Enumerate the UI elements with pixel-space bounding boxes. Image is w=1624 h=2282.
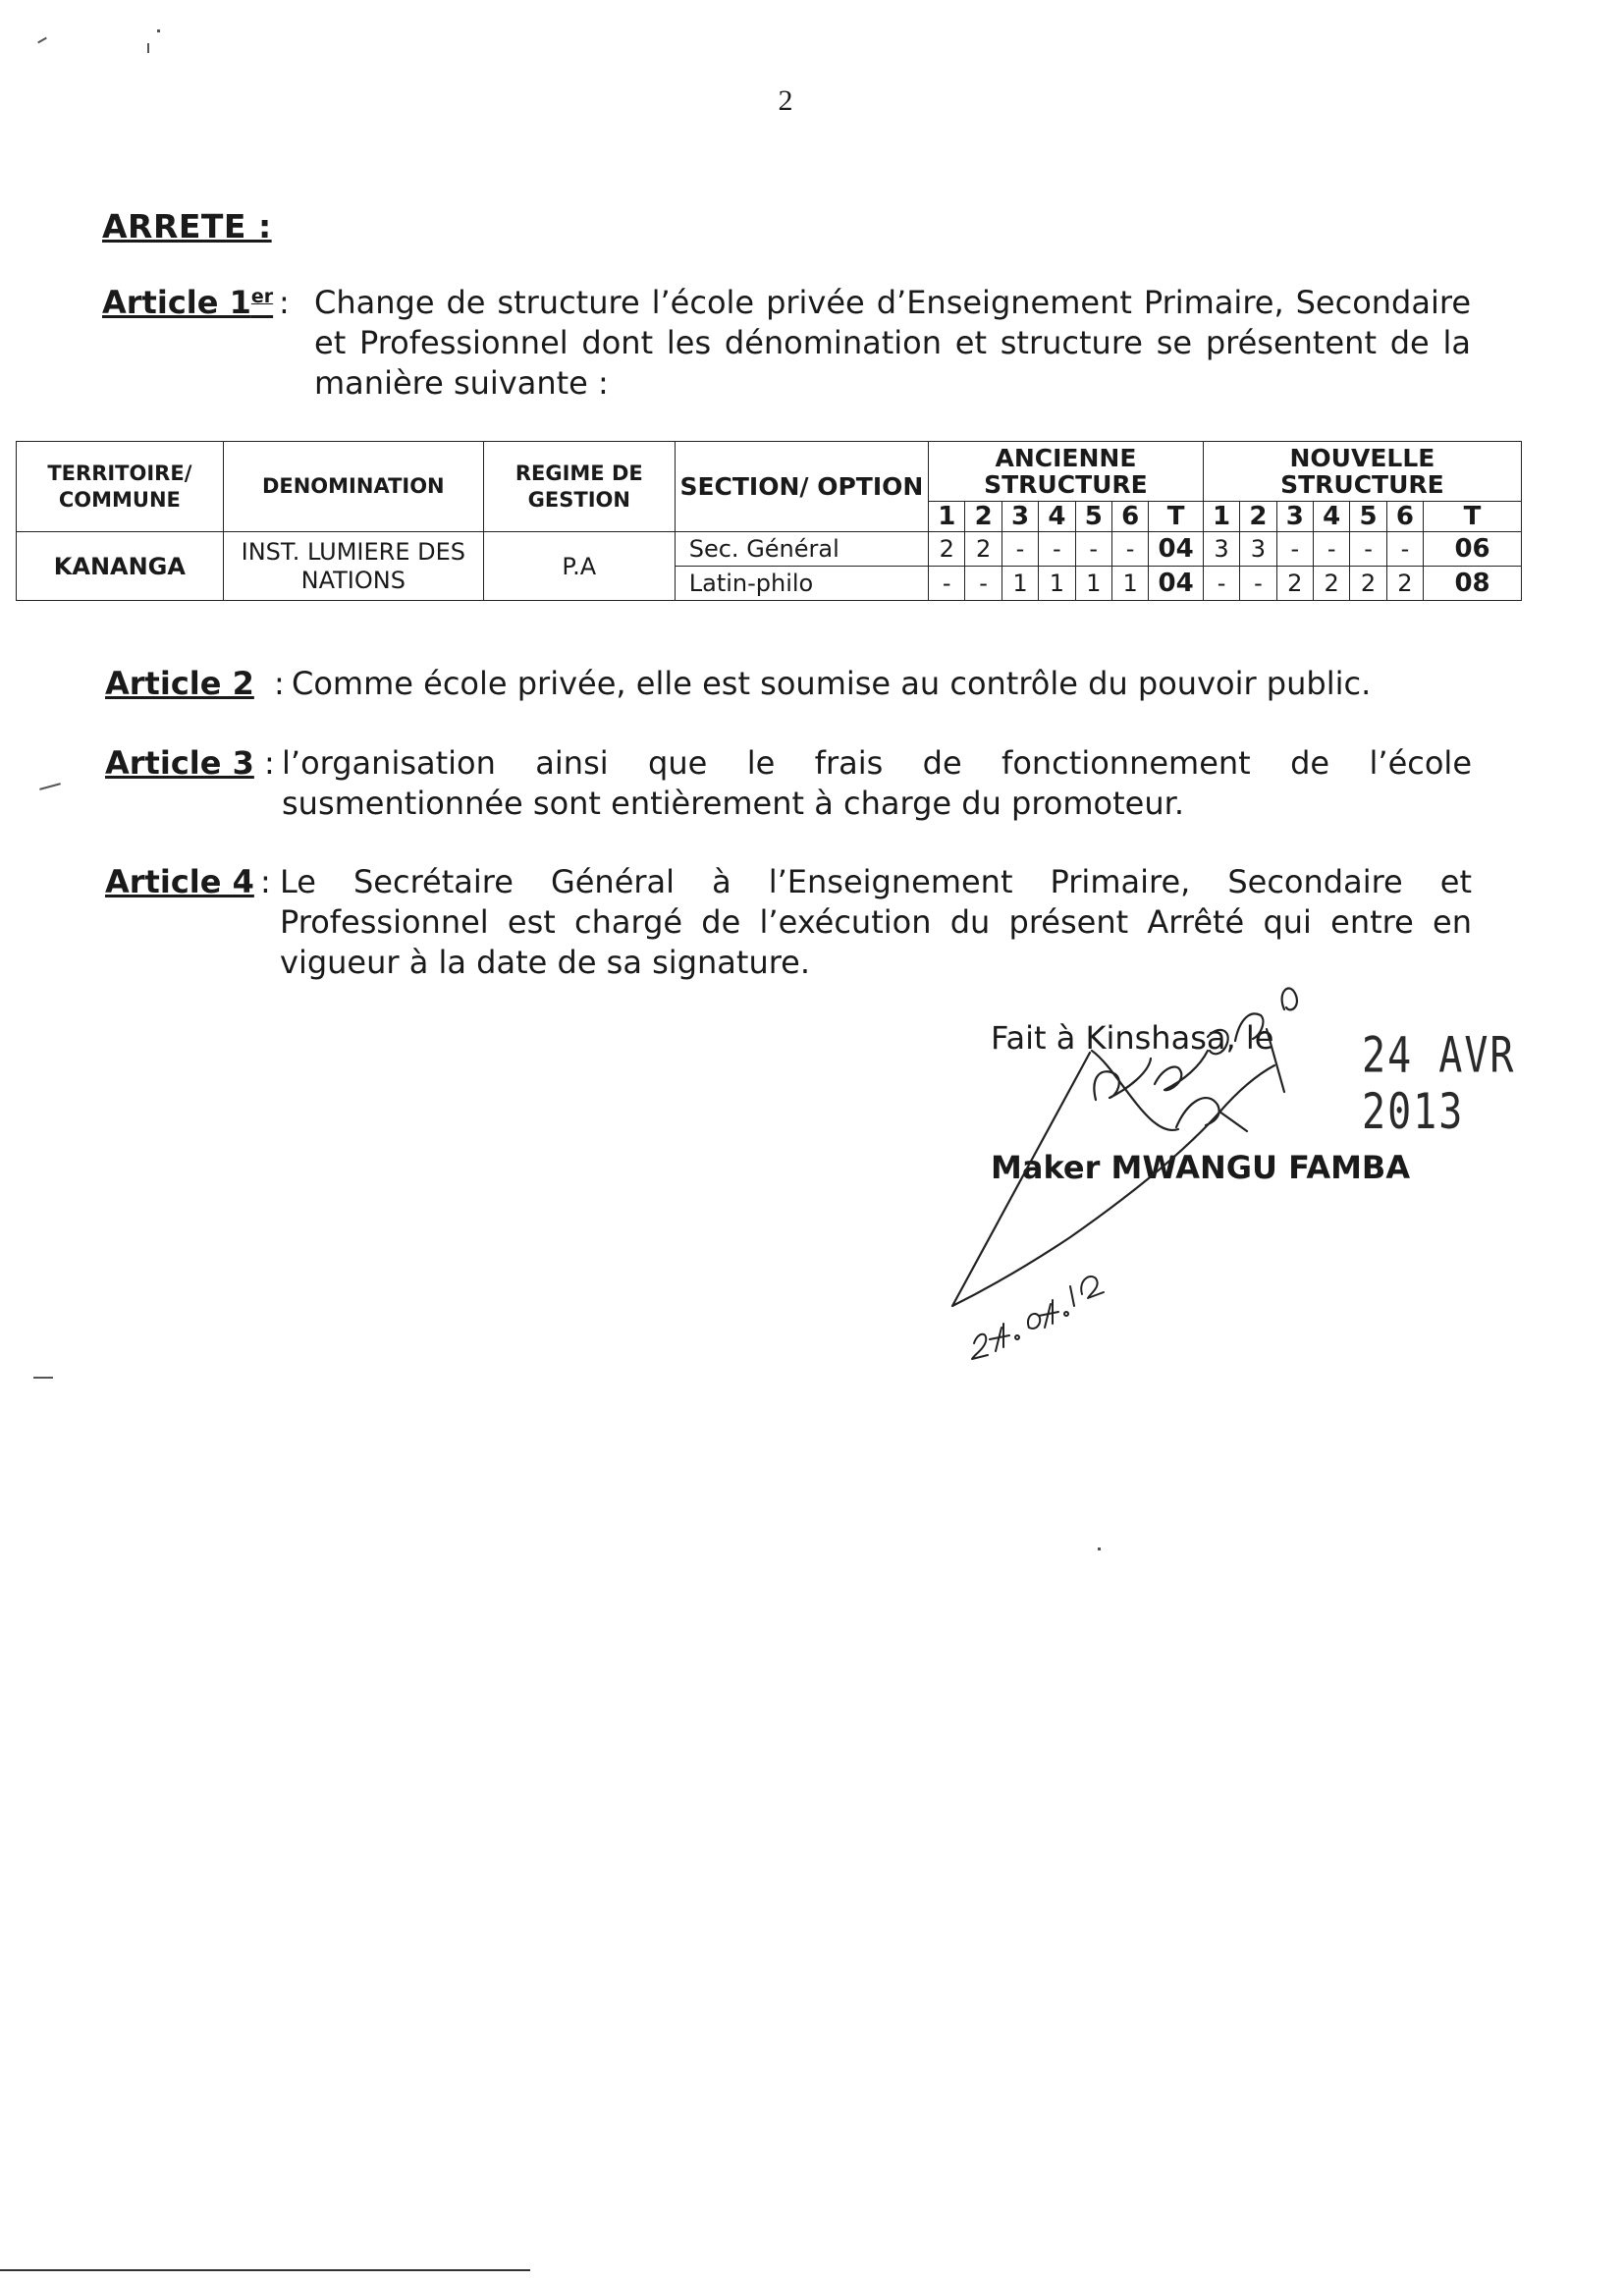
grade-header: 1 (1203, 502, 1239, 532)
article-1-label: Article 1er (102, 284, 274, 321)
article-2-colon: : (274, 665, 285, 702)
grade-header: 2 (965, 502, 1001, 532)
grade-cell: 1 (1111, 567, 1148, 601)
scan-mark (147, 43, 149, 53)
article-1-colon: : (279, 284, 290, 321)
scan-mark (37, 37, 47, 44)
signoff-place: Fait à Kinshasa, le (991, 1019, 1274, 1057)
grade-cell: 2 (965, 532, 1001, 567)
grade-cell: - (1240, 567, 1276, 601)
grade-cell: 2 (1350, 567, 1386, 601)
total-cell: 08 (1424, 567, 1522, 601)
grade-header: 6 (1111, 502, 1148, 532)
grade-cell: 2 (1276, 567, 1313, 601)
grade-header: 3 (1276, 502, 1313, 532)
grade-header: 1 (929, 502, 965, 532)
article-3-label: Article 3 (105, 744, 254, 782)
grade-header: 5 (1075, 502, 1111, 532)
scan-mark (157, 29, 160, 32)
section-cell: Latin-philo (675, 567, 928, 601)
total-cell: 04 (1149, 567, 1204, 601)
grade-cell: - (1386, 532, 1423, 567)
decree-heading: ARRETE : (102, 207, 272, 245)
footer-rule (0, 2269, 530, 2271)
header-section: SECTION/ OPTION (675, 442, 928, 532)
article-4-colon: : (260, 863, 271, 900)
grade-cell: - (1203, 567, 1239, 601)
grade-cell: - (1075, 532, 1111, 567)
article-4-label: Article 4 (105, 863, 254, 900)
grade-cell: - (1001, 532, 1038, 567)
grade-cell: 3 (1203, 532, 1239, 567)
article-2 (105, 664, 1480, 708)
grade-cell: - (1039, 532, 1075, 567)
grade-cell: - (965, 567, 1001, 601)
grade-cell: 1 (1075, 567, 1111, 601)
handwritten-signature (923, 982, 1375, 1394)
article-1 (102, 283, 1477, 410)
section-cell: Sec. Général (675, 532, 928, 567)
grade-header: 2 (1240, 502, 1276, 532)
signatory-name: Maker MWANGU FAMBA (991, 1149, 1411, 1186)
structure-table (16, 441, 1522, 601)
article-3-colon: : (264, 744, 275, 782)
denomination-cell: INST. LUMIERE DES NATIONS (223, 532, 483, 601)
total-cell: 04 (1149, 532, 1204, 567)
grade-header: 4 (1313, 502, 1349, 532)
grade-cell: - (1276, 532, 1313, 567)
grade-header: 6 (1386, 502, 1423, 532)
date-stamp: 24 AVR 2013 (1362, 1027, 1516, 1141)
header-regime: REGIME DE GESTION (483, 442, 675, 532)
regime-cell: P.A (483, 532, 675, 601)
scan-mark (39, 783, 61, 790)
scan-mark (1098, 1548, 1101, 1550)
grade-cell: 1 (1001, 567, 1038, 601)
territoire-cell: KANANGA (17, 532, 224, 601)
grade-cell: - (929, 567, 965, 601)
article-1-text: Change de structure l’école privée d’Enseignement Primaire, Secondaire et Professionnel dont les dénomination et structure se présentent de la manière suivante : (314, 284, 1471, 402)
article-3 (105, 743, 1480, 832)
header-nouvelle-structure: NOUVELLE STRUCTURE (1203, 442, 1521, 502)
grade-cell: 2 (1386, 567, 1423, 601)
header-territoire: TERRITOIRE/ COMMUNE (17, 442, 224, 532)
article-2-label: Article 2 (105, 665, 254, 702)
grade-cell: 2 (1313, 567, 1349, 601)
grade-header: 5 (1350, 502, 1386, 532)
total-header: T (1149, 502, 1204, 532)
grade-cell: - (1313, 532, 1349, 567)
table-row (17, 532, 1522, 567)
article-3-text: l’organisation ainsi que le frais de fonctionnement de l’école susmentionnée sont entièrement à charge du promoteur. (282, 744, 1472, 822)
grade-cell: 1 (1039, 567, 1075, 601)
grade-header: 4 (1039, 502, 1075, 532)
article-4-text: Le Secrétaire Général à l’Enseignement Primaire, Secondaire et Professionnel est chargé de l’exécution du présent Arrêté qui entre en vigueur à la date de sa signature. (280, 863, 1472, 981)
grade-header: 3 (1001, 502, 1038, 532)
header-ancienne-structure: ANCIENNE STRUCTURE (929, 442, 1204, 502)
scan-mark (33, 1377, 53, 1379)
total-cell: 06 (1424, 532, 1522, 567)
grade-cell: - (1111, 532, 1148, 567)
article-2-text: Comme école privée, elle est soumise au contrôle du pouvoir public. (292, 665, 1372, 702)
grade-cell: 3 (1240, 532, 1276, 567)
grade-cell: - (1350, 532, 1386, 567)
page-number: 2 (778, 84, 793, 117)
total-header: T (1424, 502, 1522, 532)
article-4 (105, 862, 1480, 990)
header-denomination: DENOMINATION (223, 442, 483, 532)
grade-cell: 2 (929, 532, 965, 567)
